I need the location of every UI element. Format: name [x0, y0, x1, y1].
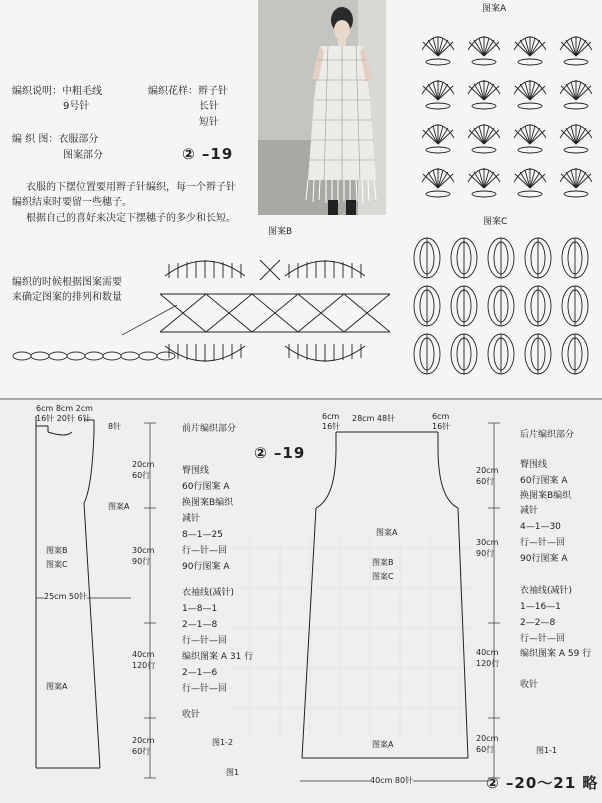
- figure-1-label: 图1: [226, 768, 240, 777]
- back-step-hipline: 臀围线: [520, 460, 548, 470]
- fan-motif: [422, 168, 454, 197]
- back-step-rows-90: 90行图案 A: [520, 554, 568, 564]
- fan-motif: [514, 124, 546, 153]
- oval-motif: [525, 286, 551, 326]
- oval-motif: [562, 286, 588, 326]
- front-len3-rows: 120行: [132, 661, 156, 670]
- front-len2-rows: 90行: [132, 557, 151, 566]
- pattern-a-label: 图案A: [482, 4, 507, 14]
- description-line-1: 衣服的下摆位置要用辫子针编织，每一个辫子针: [26, 182, 236, 193]
- footer-page-number: ② –20～21 略: [486, 774, 599, 792]
- fan-motif: [560, 36, 592, 65]
- back-len4-cm: 20cm: [476, 734, 499, 743]
- oval-motif: [451, 238, 477, 278]
- back-pattern-a-bottom: 图案A: [372, 740, 394, 749]
- front-step-change-b: 换图案B编织: [182, 498, 234, 508]
- oval-motif: [451, 334, 477, 374]
- chain-stitch-row: [10, 348, 180, 368]
- back-title: 后片编织部分: [520, 430, 575, 440]
- fan-motif: [422, 36, 454, 65]
- back-piece-outline: [290, 408, 470, 788]
- back-bind-off: 收针: [520, 680, 539, 690]
- front-step-legend: 行—针—回: [182, 546, 228, 556]
- description-line-2: 编织结束时要留一些穗子。: [12, 197, 132, 208]
- back-sleeve-step-1: 1—16—1: [520, 602, 561, 612]
- back-top-right-cm: 6cm: [432, 412, 450, 421]
- front-step-formula: 8—1—25: [182, 530, 223, 540]
- pattern-number: ② –19: [182, 145, 234, 163]
- fan-motif: [514, 80, 546, 109]
- back-len2-rows: 90行: [476, 549, 495, 558]
- back-pattern-b: 图案B: [372, 558, 394, 567]
- front-step-rows-a: 60行图案 A: [182, 482, 230, 492]
- stitch-single: 短针: [199, 117, 219, 128]
- fan-motif: [514, 168, 546, 197]
- fan-motif: [422, 80, 454, 109]
- front-sleeve-step-2: 2—1—8: [182, 620, 218, 630]
- description-line-3: 根据自己的喜好来决定下摆穗子的多少和长短。: [26, 213, 236, 224]
- back-width-label: 40cm 80针: [370, 776, 414, 785]
- oval-motif: [488, 238, 514, 278]
- front-sleeve-rows: 编织图案 A 31 行: [182, 652, 254, 662]
- front-step-rows-90: 90行图案 A: [182, 562, 230, 572]
- front-figure-number: 图1-2: [212, 738, 234, 747]
- oval-motif: [414, 238, 440, 278]
- pattern-b-label: 图案B: [268, 227, 293, 237]
- front-number: ② –19: [254, 444, 306, 462]
- back-pattern-c: 图案C: [372, 572, 394, 581]
- front-bind-off: 收针: [182, 710, 201, 720]
- front-pattern-a-top: 图案A: [108, 502, 130, 511]
- model-photo: [258, 0, 386, 215]
- front-len1-rows: 60行: [132, 471, 151, 480]
- leader-line: [122, 300, 182, 340]
- front-len1-cm: 20cm: [132, 460, 155, 469]
- front-len2-cm: 30cm: [132, 546, 155, 555]
- fan-motif: [560, 124, 592, 153]
- fan-motif: [514, 36, 546, 65]
- front-pattern-c: 图案C: [46, 560, 68, 569]
- diagram-label: 编 织 图：衣服部分: [12, 134, 99, 145]
- pattern-a-chart: [400, 20, 600, 220]
- back-len1-cm: 20cm: [476, 466, 499, 475]
- oval-motif: [525, 238, 551, 278]
- back-step-formula: 4—1—30: [520, 522, 561, 532]
- front-pattern-b: 图案B: [46, 546, 68, 555]
- needle-size: 9号针: [63, 101, 90, 112]
- fan-motif: [560, 168, 592, 197]
- back-len4-rows: 60行: [476, 745, 495, 754]
- front-sleeve-title: 衣袖线(减针): [182, 588, 235, 598]
- top-section: [0, 0, 602, 398]
- back-top-center: 28cm 48针: [352, 414, 396, 423]
- front-len4-cm: 20cm: [132, 736, 155, 745]
- back-pattern-a-top: 图案A: [376, 528, 398, 537]
- front-step-hipline: 臀围线: [182, 466, 210, 476]
- stitch-double: 长针: [199, 101, 219, 112]
- front-top-dim-stitches: 16针 20针 6针: [36, 414, 91, 423]
- front-pattern-a-bottom: 图案A: [46, 682, 68, 691]
- back-step-legend: 行—针—回: [520, 538, 566, 548]
- front-sleeve-step-1: 1—8—1: [182, 604, 218, 614]
- back-step-rows-a: 60行图案 A: [520, 476, 568, 486]
- back-sleeve-step-2: 2—2—8: [520, 618, 556, 628]
- back-figure-number: 图1-1: [536, 746, 558, 755]
- oval-motif: [414, 286, 440, 326]
- back-sleeve-legend: 行—针—回: [520, 634, 566, 644]
- front-sleeve-step-3: 2—1—6: [182, 668, 218, 678]
- pattern-b-motif: [160, 260, 390, 362]
- pattern-c-chart: [405, 230, 602, 390]
- oval-motif: [488, 334, 514, 374]
- back-step-change-b: 换图案B编织: [520, 491, 572, 501]
- front-len3-cm: 40cm: [132, 650, 155, 659]
- front-sleeve-legend-2: 行—针—回: [182, 684, 228, 694]
- oval-motif: [451, 286, 477, 326]
- back-step-decrease: 减针: [520, 506, 539, 516]
- knit-label: 编织说明：中粗毛线: [12, 86, 102, 97]
- pattern-b-chart: [160, 246, 400, 376]
- back-top-right-stitches: 16针: [432, 422, 451, 431]
- fan-motif: [468, 168, 500, 197]
- front-width-label: 25cm 50针: [44, 592, 88, 601]
- back-len1-rows: 60行: [476, 477, 495, 486]
- note-line-1: 编织的时候根据图案需要: [12, 277, 122, 288]
- back-top-left-cm: 6cm: [322, 412, 340, 421]
- back-top-left-stitches: 16针: [322, 422, 341, 431]
- fan-motif: [468, 80, 500, 109]
- oval-motif: [488, 286, 514, 326]
- back-len3-cm: 40cm: [476, 648, 499, 657]
- front-top-dim-cm: 6cm 8cm 2cm: [36, 404, 93, 413]
- garment-diagram-section: [0, 398, 602, 803]
- back-len3-rows: 120行: [476, 659, 500, 668]
- fan-motif: [560, 80, 592, 109]
- back-sleeve-title: 衣袖线(减针): [520, 586, 573, 596]
- fan-motif: [422, 124, 454, 153]
- pattern-c-label: 图案C: [483, 217, 508, 227]
- fan-motif: [468, 36, 500, 65]
- front-sleeve-legend: 行—针—回: [182, 636, 228, 646]
- oval-motif: [414, 334, 440, 374]
- note-line-2: 来确定图案的排列和数量: [12, 292, 122, 303]
- pattern-label: 编织花样：辫子针: [148, 86, 228, 97]
- back-len2-cm: 30cm: [476, 538, 499, 547]
- diagram-part: 图案部分: [63, 150, 103, 161]
- fan-motif: [468, 124, 500, 153]
- front-neck-stitches: 8针: [108, 422, 122, 431]
- oval-motif: [562, 334, 588, 374]
- back-sleeve-rows: 编织图案 A 59 行: [520, 649, 592, 659]
- front-len4-rows: 60行: [132, 747, 151, 756]
- front-title: 前片编织部分: [182, 424, 237, 434]
- dress-illustration: [258, 0, 386, 215]
- oval-motif: [562, 238, 588, 278]
- front-step-decrease: 减针: [182, 514, 201, 524]
- oval-motif: [525, 334, 551, 374]
